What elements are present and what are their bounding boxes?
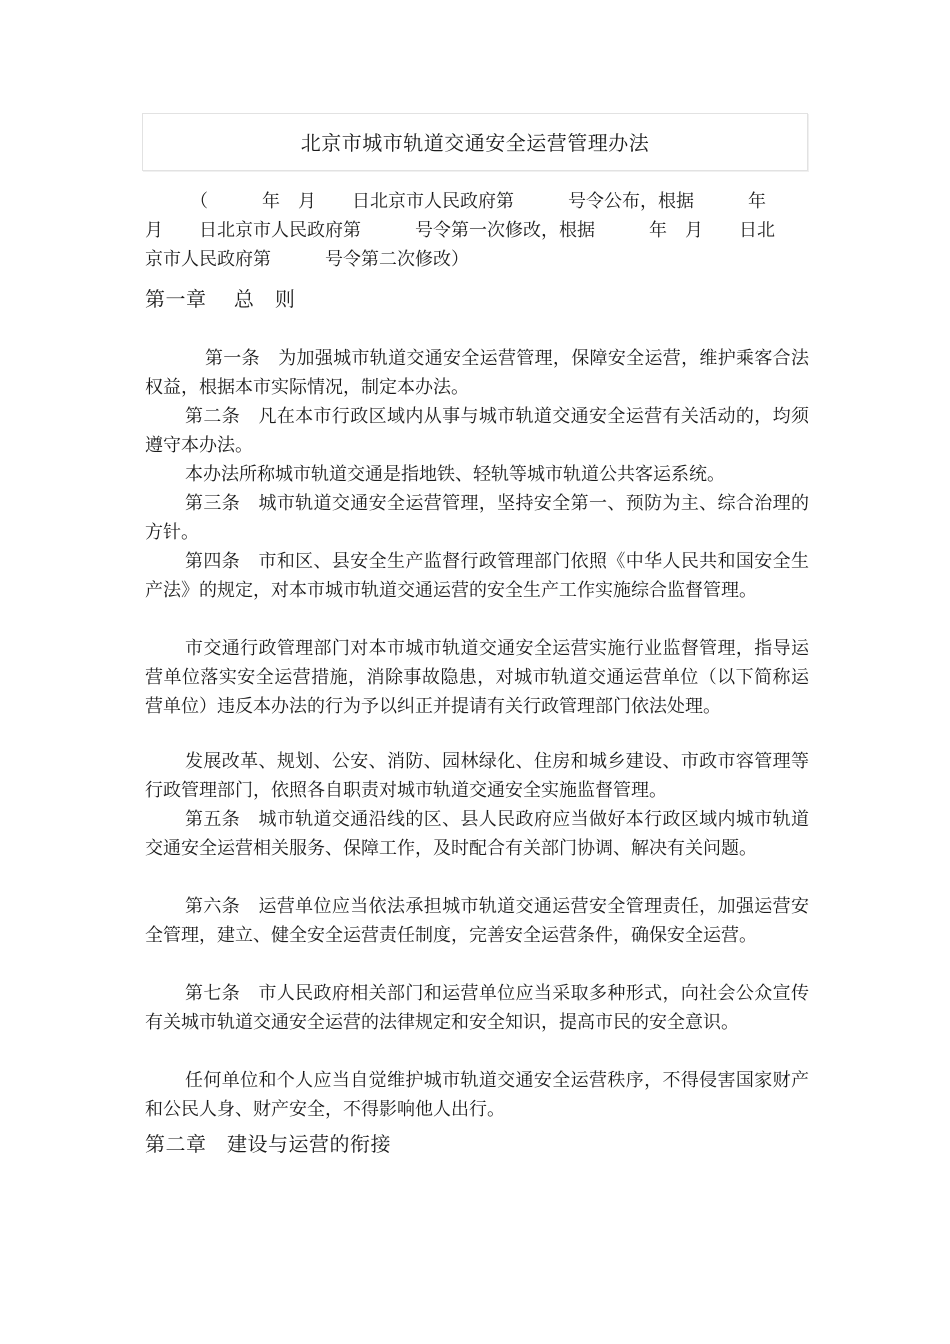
chapter-heading-2: 第二章 建设与运营的衔接 <box>145 1132 391 1156</box>
article-6: 第六条 运营单位应当依法承担城市轨道交通运营安全管理责任，加强运营安全管理，建立、健全安全运营责任制度，完善安全运营条件，确保安全运营。 <box>145 896 809 946</box>
article-4: 第四条 市和区、县安全生产监督行政管理部门依照《中华人民共和国安全生产法》的规定，对本市城市轨道交通运营的安全生产工作实施综合监督管理。 <box>145 551 809 601</box>
title-box <box>142 113 808 171</box>
article-5: 第五条 城市轨道交通沿线的区、县人民政府应当做好本行政区域内城市轨道交通安全运营相关服务、保障工作，及时配合有关部门协调、解决有关问题。 <box>145 809 809 859</box>
chapter-heading-1: 第一章 总 则 <box>145 287 296 311</box>
article-2-definition: 本办法所称城市轨道交通是指地铁、轻轨等城市轨道公共客运系统。 <box>185 464 725 485</box>
article-2: 第二条 凡在本市行政区域内从事与城市轨道交通安全运营有关活动的，均须遵守本办法。 <box>145 406 809 456</box>
promulgation-line-1: （ 年 月 日北京市人民政府第 号令公布，根据 年 <box>190 191 766 212</box>
article-4-transport-dept: 市交通行政管理部门对本市城市轨道交通安全运营实施行业监督管理，指导运营单位落实安全运营措施，消除事故隐患，对城市轨道交通运营单位（以下简称运营单位）违反本办法的行为予以纠正并提请有关行政管理部门依法处理。 <box>145 638 809 717</box>
document-title: 北京市城市轨道交通安全运营管理办法 <box>300 131 650 155</box>
article-7: 第七条 市人民政府相关部门和运营单位应当采取多种形式，向社会公众宣传有关城市轨道交通安全运营的法律规定和安全知识，提高市民的安全意识。 <box>145 983 809 1033</box>
article-7-public-duty: 任何单位和个人应当自觉维护城市轨道交通安全运营秩序，不得侵害国家财产和公民人身、财产安全，不得影响他人出行。 <box>145 1070 809 1120</box>
article-4-other-depts: 发展改革、规划、公安、消防、园林绿化、住房和城乡建设、市政市容管理等行政管理部门，依照各自职责对城市轨道交通安全实施监督管理。 <box>145 751 809 801</box>
article-3: 第三条 城市轨道交通安全运营管理，坚持安全第一、预防为主、综合治理的方针。 <box>145 493 809 543</box>
promulgation-line-3: 京市人民政府第 号令第二次修改） <box>145 249 469 270</box>
promulgation-line-2: 月 日北京市人民政府第 号令第一次修改，根据 年 月 日北 <box>145 220 775 241</box>
article-1: 第一条 为加强城市轨道交通安全运营管理，保障安全运营，维护乘客合法权益，根据本市实际情况，制定本办法。 <box>145 348 809 398</box>
